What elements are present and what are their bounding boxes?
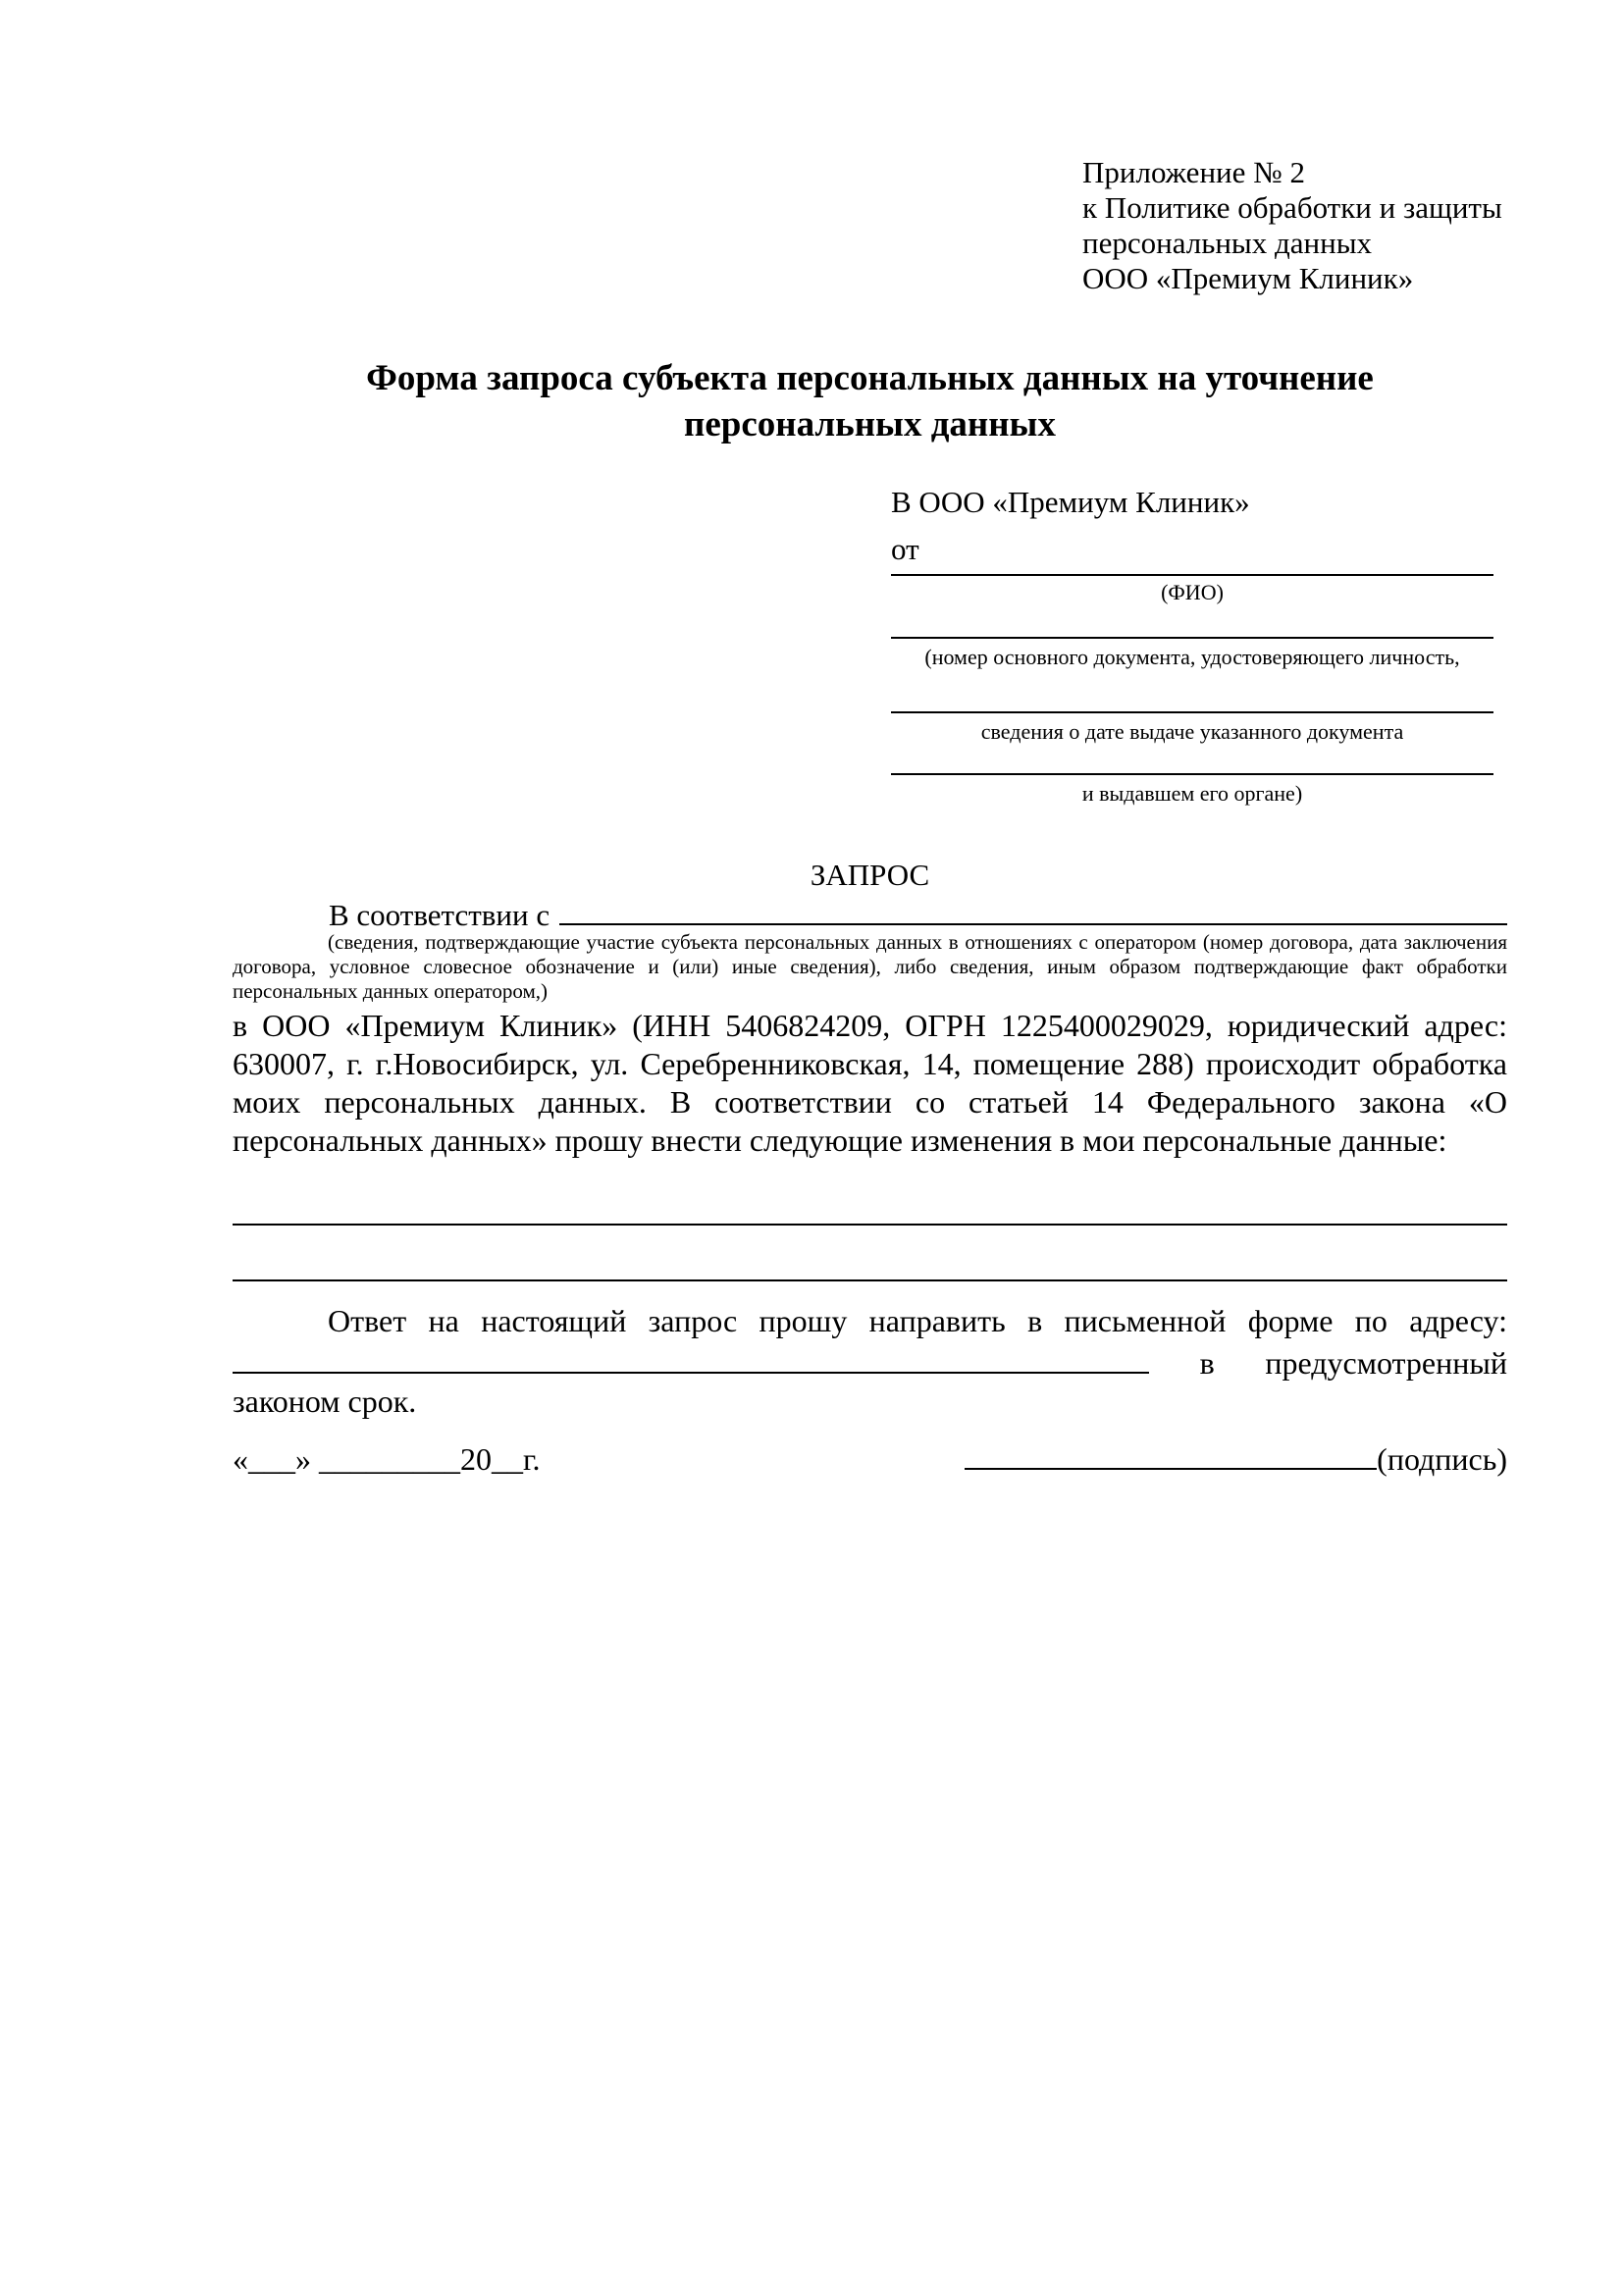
request-heading: ЗАПРОС: [810, 858, 930, 892]
issue-date-caption: сведения о дате выдаче указанного документа: [980, 719, 1404, 744]
document-number-caption: (номер основного документа, удостоверяющего личность,: [924, 645, 1460, 669]
addressee-from-label: от: [891, 532, 919, 566]
date-blank: «___» _________20__г.: [233, 1441, 541, 1477]
signature-row: [233, 1436, 1507, 1479]
issuing-authority-caption: и выдавшем его органе): [1081, 781, 1303, 806]
basis-prefix: В соответствии с: [329, 898, 550, 932]
issuing-authority-blank-line: [891, 773, 1493, 775]
fio-caption: (ФИО): [1161, 580, 1224, 604]
basis-fine-print: (сведения, подтверждающие участие субъекта персональных данных в отношениях с оператором (номер договора, дата заключения договора, условное словесное обозначение и (или) иные сведения), либо сведения, иным образом подтверждающие факт обработки персональных данных оператором,): [233, 930, 1507, 1003]
fio-blank-line: [891, 574, 1493, 576]
answer-address-blank-line: [233, 1340, 1149, 1374]
answer-paragraph: [233, 1302, 1507, 1421]
page-title: Форма запроса субъекта персональных данных на уточнение персональных данных: [366, 358, 1374, 444]
basis-blank-line: [559, 893, 1507, 925]
changes-blank-line-2: [233, 1279, 1507, 1281]
document-number-blank-line: [891, 637, 1493, 639]
answer-line1: Ответ на настоящий запрос прошу направить в письменной форме по адресу:: [328, 1303, 1507, 1338]
answer-line3: законом срок.: [233, 1383, 417, 1419]
answer-mid-word1: в: [1199, 1345, 1215, 1381]
appendix-header: Приложение № 2 к Политике обработки и защиты персональных данных ООО «Премиум Клиник»: [1082, 155, 1502, 295]
request-body-paragraph: в ООО «Премиум Клиник» (ИНН 5406824209, ОГРН 1225400029029, юридический адрес: 630007, г. г.Новосибирск, ул. Серебренниковская, 14, помещение 288) происходит обработка моих персональных данных. В соответствии со статьей 14 Федерального закона «О персональных данных» прошу внести следующие изменения в мои персональные данные:: [233, 1008, 1507, 1158]
answer-line2: [233, 1340, 1507, 1383]
basis-row: [233, 893, 1507, 935]
answer-mid-word2: предусмотренный: [1265, 1345, 1507, 1381]
changes-blank-line-1: [233, 1224, 1507, 1226]
addressee-company: В ООО «Премиум Клиник»: [891, 485, 1250, 519]
signature-caption: (подпись): [1377, 1441, 1507, 1477]
signature-blank-line: [965, 1436, 1377, 1470]
issue-date-blank-line: [891, 711, 1493, 713]
